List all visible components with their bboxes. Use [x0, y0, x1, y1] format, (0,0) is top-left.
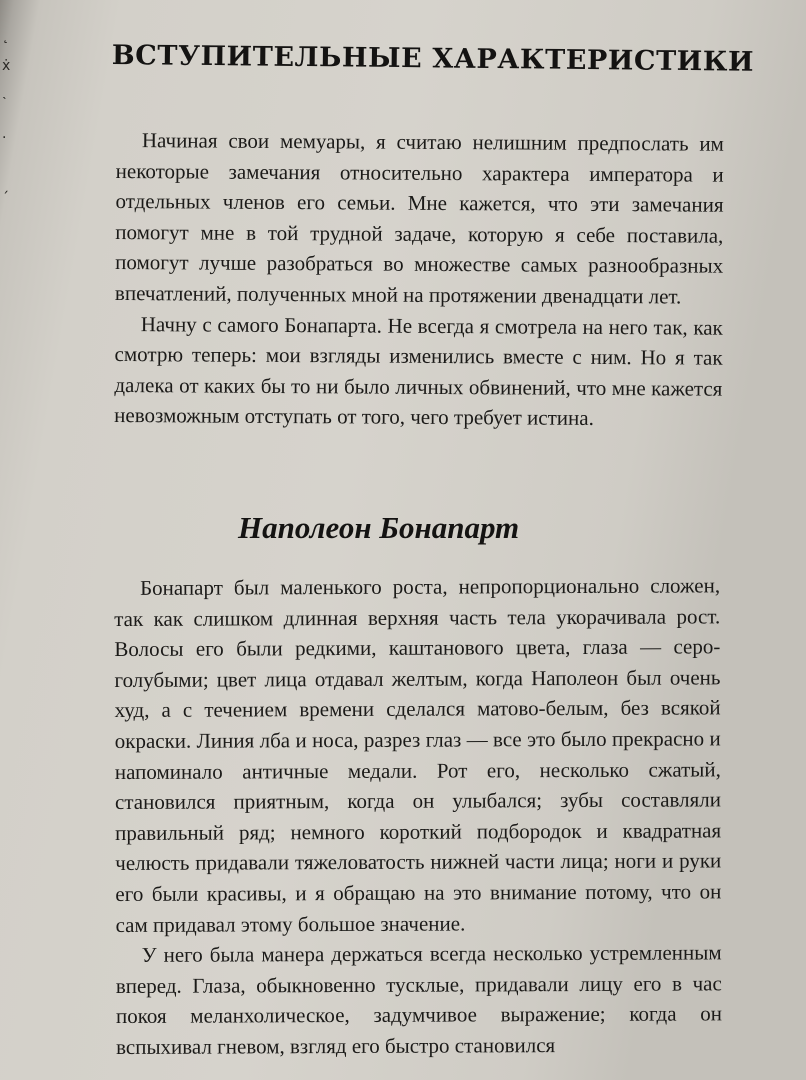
gutter-mark: ˛	[2, 28, 9, 44]
gutter-mark: ẋ	[2, 58, 11, 74]
gutter-mark: ·	[2, 130, 7, 146]
paragraph: Начну с самого Бонапарта. Не всегда я смотрела на него так, как смотрю теперь: мои взгляды изменились вместе с ним. Но я так далека от каких бы то ни было личных обвинений, что мне кажется невозможным отступать от того, чего требует истина.	[114, 311, 723, 431]
chapter-intro-text	[114, 125, 724, 435]
gutter-mark: ˴	[2, 89, 7, 105]
paragraph: У него была манера держаться всегда несколько устремленным вперед. Глаза, обыкновенно тусклые, придавали лицу его в час покоя меланхолическое, задумчивое выражение; когда он вспыхивал гневом, взгляд его быстро становился	[115, 940, 722, 1059]
paragraph: Начиная свои мемуары, я считаю нелишним предпослать им некоторые замечания относительно характера императора и отдельных членов его семьи. Мне кажется, что эти замечания помогут мне в той трудной задаче, которую я себе поставила, помогут лучше разобраться во множестве самых разнообразных впечатлений, полученных мной на протяжении двенадцати лет.	[114, 128, 724, 309]
section-body-text	[114, 570, 722, 1062]
gutter-mark: ˏ	[2, 178, 9, 194]
section-title: Наполеон Бонапарт	[238, 510, 520, 545]
gutter-marks	[2, 0, 16, 1080]
chapter-title: ВСТУПИТЕЛЬНЫЕ ХАРАКТЕРИСТИКИ	[111, 40, 755, 78]
paragraph: Бонапарт был маленького роста, непропорционально сложен, так как слишком длинная верхняя часть тела укорачивала рост. Волосы его были редкими, каштанового цвета, глаза — серо-голубыми; цвет лица отдавал желтым, когда Наполеон был очень худ, а с течением времени сделался матово-белым, без всякой окраски. Линия лба и носа, разрез глаз — все это было прекрасно и напоминало античные медали. Рот его, несколько сжатый, становился приятным, когда он улыбался; зубы составляли правильный ряд; немного короткий подбородок и квадратная челюсть придавали тяжеловатость нижней части лица; ноги и руки его были красивы, и я обращаю на это внимание потому, что он сам придавал этому большое значение.	[114, 573, 722, 937]
